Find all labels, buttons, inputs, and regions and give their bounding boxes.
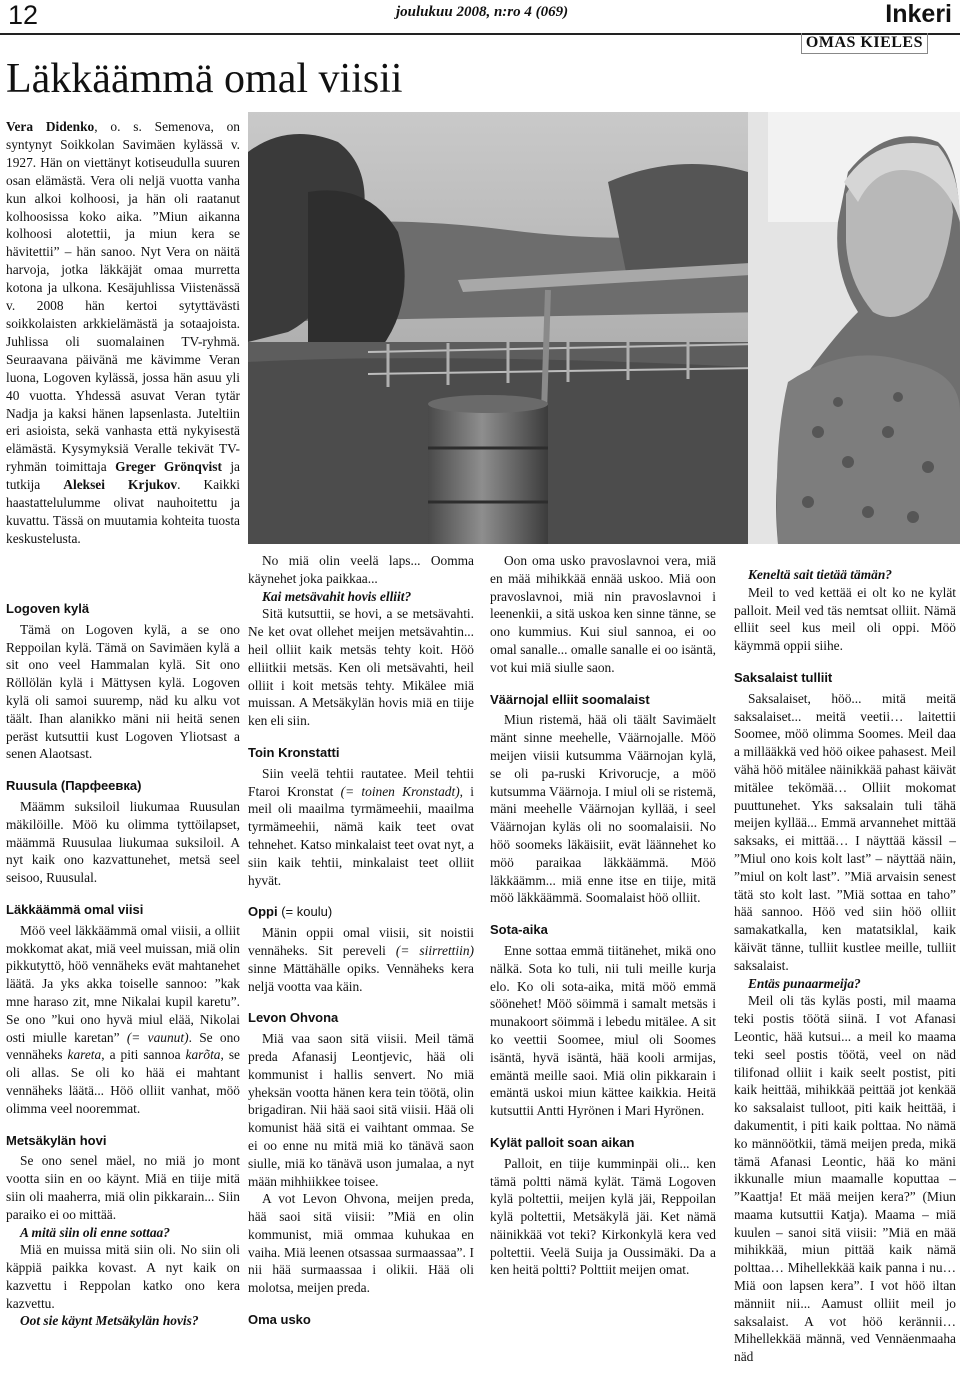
column-2 bbox=[248, 552, 474, 1332]
paragraph: Sitä kutsuttii, se hovi, a se metsävahti. Ne ket ovat ollehet meijen metsävahtin... heil olliit kaik metsäs tehty koit. Höö elliitkii metsäs. Ken oli metsävahti, heil olliit i koit metsäs tehty. Mikälee miä muissan. A Metsäkylän hovis miä en tiije ken eli siin. bbox=[248, 606, 474, 729]
subheading: Läkkäämmä omal viisi bbox=[6, 901, 144, 917]
paragraph: Mänin oppii omal viisii, sit noistii vennäheks. Sit pereveli (= siirrettiin) sinne Mättähälle opiks. Vennäheks kera neljä vootta vaa käin. bbox=[248, 925, 474, 994]
page-number: 12 bbox=[8, 0, 39, 30]
issue-date: joulukuu 2008, n:ro 4 (069) bbox=[396, 4, 569, 20]
question: Oot sie käynt Metsäkylän hovis? bbox=[20, 1313, 199, 1329]
subheading: Ruusula (Парфеевка) bbox=[6, 778, 142, 794]
article-lead bbox=[6, 118, 240, 548]
column-1 bbox=[6, 600, 240, 1330]
lead-end: . Kaikki haastattelulumme olivat nauhoitettu ja kuvattu. Tässä on muutamia kohteita tuosta keskustelusta. bbox=[6, 477, 241, 546]
lead-name: Vera Didenko bbox=[6, 119, 95, 134]
paragraph: Meil oli täs kyläs posti, mil maama teki postis töötä siinä. I vot Afanasi Leontic, hää kutsui... a meil ko maama teki seel postis töötä, veel on näd tilifonad olliit i kaik seelt postist, piti kaik heittää, mihikkää peittää jot kenkää ko saksalaist tulloot, piti kaik heittää, i dakumentit, i piti kaik polttaa. No nämä ko männöötkii, tämä meijen preda, mikä tämä Afanasi Leontic, hää ko mäni ikkunalle miun maamalle koputtaa – ”Kaattja! Et mää meijen kera?” (Miun maama kutsuttii Katja). Maama – miä kuulen – sanoi sitä viisii: ”Miä en mää mihikkää, miun pittää kaik nämä polttaa… Mihellekkää kaik panna i nu… Miä oon lapsen kera”. I vot höö iltan männiit nii... Aamust olliit meil jo saksalaist. A vot höö kerännii… Mihellekkää männä, ved Vennäenmaaha näd bbox=[734, 993, 956, 1365]
paragraph: No miä olin veelä laps... Oomma käynehet joka paikkaa... bbox=[248, 553, 474, 586]
paragraph: Miä en muissa mitä siin oli. No siin oli käppiä paikka kovast. A nyt kaik on kazvettu i Reppolan katko ono kera kazvettu. bbox=[6, 1242, 240, 1311]
subheading: Saksalaist tulliit bbox=[734, 669, 833, 685]
subheading: Kylät palloit soan aikan bbox=[490, 1134, 635, 1150]
paragraph: Miä vaa saon sitä viisii. Meil tämä preda Afanasij Leontjevic, hää oli kommunist i hallis senvert. No miä yheksän vootta hänen kera tein töötä, olin brigadiran. Nii hää saoi sitä viisii. Hää oli komunist hää sitä ei vaihtant ommaa. Se ei oo enne nu mitä miä ko tänävä saon siulle, miä ko tänävä uson jumalaa, a nyt mään mihhiikkee toisee. bbox=[248, 1031, 474, 1189]
subheading: Metsäkylän hovi bbox=[6, 1132, 107, 1148]
paragraph: Miun ristemä, hää oli täält Savimäelt mänt sinne meehelle, Väärnojalle. Möö meijen viisii kutsumma Väärnojan kylä, se oli pa-ruski Krivorucje, a möö kutsumma Väärnoja. I miul oli se ristemä, mäni meehelle Väärnojan kyllää, i seel Väärnojan kyläs oli no soomalaisii. No höö soomeks läkäisiit, evät läännehet ko möö paraikaa läkkäämmä. Möö läkkäämm... miä enne itse en tiije, mitä möö läkkäämmä. Soomalaist höö olliit. bbox=[490, 712, 716, 906]
article-title: Läkkäämmä omal viisii bbox=[6, 56, 403, 102]
paragraph: Meil to ved kettää ei olt ko ne kylät palloit. Meil ved täs nemtsat olliit. Nämä elliit seel kus meil oli oppi. Möö käymmä oppii siihe. bbox=[734, 584, 956, 654]
lead-mid: ja tutkija bbox=[6, 459, 240, 493]
paragraph: Määmm suksiloil liukumaa Ruusulan mäkilöille. Möö ku olimma tyttöilapset, määmmä Ruusulaa liukumaa suksiloil. A nyt kaik ono kazvattunehet, metsä seel seisoo, Ruusulal. bbox=[6, 798, 240, 886]
subheading: Väärnojal elliit soomalaist bbox=[490, 691, 650, 707]
paragraph: Möö veel läkkäämmä omal viisii, a olliit mokkomat akat, miä veel muissan, miä olin pikkutyttö, höö vennäheks evät mahtanehet läätä. Ja yks akka toiselle sannoo: ”kak mne haraso zit, mne Nikalai kupil karetu”. Se ono ”kui ono hyvä miul elää, Nikolai osti miulle karetan” (= vaunut). Se ono vennäheks kareta, a piti sannoa karõta, se oli allas. Se oli ko hää ei mahtant vennäheks läätä... Höö olliit vanhat, möö olimma veel nooremmat. bbox=[6, 922, 241, 1116]
article-photo bbox=[248, 112, 960, 544]
photo-image bbox=[248, 112, 960, 544]
paragraph: Saksalaiset, höö... mitä meitä saksalaiset... meitä veetii… laitettii Soomee, möö olimma Soomes. Meil daa a millääkkä ved höö oikee pahasest. Meil vähä höö mitälee näinikkää pahast käivät mitälee tekömää… Olliit mokomat puuttunehet. Yks saksalain tuli tähä meijen kyllää... Emmä arvannehet mittää saksaks, ei mittää… I näyttää kässil – ”Miul ono kois kolt last” – näyttää näin, ”miul on kolt last”. ”Miä arvaisin senest tätä sto kolt last. ”Miä sottaa en taho” hää sannoo. Höö ved siin höö olliit samakatkalla, ken matatsiklal, kaik käivät tänne, tulliit kustlee meille, tulliit saksalaist. bbox=[734, 690, 956, 973]
column-3 bbox=[490, 552, 716, 1279]
question: A mitä siin oli enne sottaa? bbox=[20, 1224, 170, 1240]
paragraph: Siin veelä tehtii rautatee. Meil tehtii Ftaroi Kronstat (= toinen Kronstadt), i meil oli maailma tyrmämeehii, maailma tyrmämeehii, nämä kaik teet ovat tehnehet. Katso minkalaist teet ovat nyt, a siin kaik tehtii, minkalaist teet olliit hyvät. bbox=[248, 765, 475, 888]
question: Keneltä sait tietää tämän? bbox=[748, 567, 892, 582]
publication-name: Inkeri bbox=[885, 0, 952, 28]
paragraph: Palloit, en tiije kumminpäi oli... ken tämä poltti nämä kylät. Tämä Logoven kylä poltettii, meijen kylä jäi, Reppoilan kylä poltettii, Metsäkylä jäi. Ket nämä näinikkää vot teki? Kirkonkylä kera ved poltettii. Veelä Suija ja Oussimäki. Da a ken heitä poltti? Polttiit meijen omat. bbox=[490, 1155, 716, 1278]
paragraph: Enne sottaa emmä tiitänehet, mikä ono nälkä. Sota ko tuli, nii tuli meille kurja elo. Ko oli sota-aika, mitä möö emmä söönehet! Möö söimmä i samalt metsäs i munakoort söimmä i lebedu mitälee. A sit ko veettii Soomee, miul oli Soomes isäntä, hyvä isäntä, hää kooli armijas, emäntä meille saoi. Miä olin pikkarain i emäntä uskoi miun kättee kaikkia. Heitä kutsuttii Antti Hyrönen i Mari Hyrönen. bbox=[490, 942, 716, 1119]
subheading: Oma usko bbox=[248, 1312, 311, 1328]
subheading: Levon Ohvona bbox=[248, 1010, 339, 1026]
lead-name-2: Greger Grönqvist bbox=[115, 459, 222, 475]
paragraph: A vot Levon Ohvona, meijen preda, hää saoi sitä viisii: ”Miä en olin kommunist, miä ommaa kuhukaa en vaiha. Miä leenen otsassaa surmaassaa”. I nii hää surmaassaa i olikii. Hää oli molotsa, meijen preda. bbox=[248, 1191, 474, 1296]
column-4 bbox=[734, 566, 956, 1366]
subheading: Oppi (= koulu) bbox=[248, 904, 333, 920]
subheading: Logoven kylä bbox=[6, 601, 90, 616]
question: Kai metsävahit hovis elliit? bbox=[262, 588, 412, 604]
paragraph: Se ono senel mäel, no miä jo mont vootta siin en oo käynt. Miä en tiije mitä siin oli maaherra, miä olin pikkarain... Siin paraiko ei oo mittää. bbox=[6, 1153, 240, 1222]
lead-text: , o. s. Semenova, on syntynyt Soikkolan Savimäen kylässä v. 1927. Hän on viettänyt kotiseudulla suuren osan elämästä. Vera oli neljä vuotta vanha kun alkoi kolhoosi, ja hän oli raatanut kolhoosissa koko aika. ”Miun aikanna kolhoosi alotettii, ja miun kera se hävitettii” – hän sanoo. Nyt Vera on näitä harvoja, jotka läkkäjät omaa murretta kotona ja ulkona. Kesäjuhlissa Viistenässä v. 2008 hän kertoi sytyttävästi soikkolaisten arkkielämästä ja sotaajoista. Juhlissa oli suomalainen TV-ryhmä. Seuraavana päivänä me kävimme Veran luona, Logoven kylässä, jossa hän asuu yli 40 vuotta. Yhdessä asuvat Veran tytär Nadja ja kaksi hänen lapsenlasta. Juteltiin eri asioista, sekä vanhasta että nykyisestä elämästä. Kysymyksiä Veralle tekivät TV-ryhmän toimittaja bbox=[6, 119, 241, 475]
section-label: OMAS KIELES bbox=[801, 33, 928, 54]
subheading: Toin Kronstatti bbox=[248, 744, 340, 760]
lead-name-3: Aleksei Krjukov bbox=[63, 477, 178, 493]
paragraph: Tämä on Logoven kylä, a se ono Reppoilan kylä. Tämä on Savimäen kylä a sit ono veel Hammalan kylä. Sit ono Röllölän kylä i Mättysen kylä. Logoven kylä oli samoi suuremp, näd ku alku vot täält. Ihan alanikko mäni nii heitä senen peräst kutsuttii kust Logoven Yliotsast a senen Alaotsast. bbox=[6, 621, 240, 762]
question: Entäs punaarmeija? bbox=[748, 975, 861, 991]
paragraph: Oon oma usko pravoslavnoi vera, miä en mää mihikkää ennää uskoo. Miä oon pravoslavnoi, miä nin pravoslavnoi i leenenkii, a sitä uskoa ken sinne tänne, se ono kummius. Kui siul sannoa, ei oo omal sanalle... omalle sanalle ei oo isäntä, vot kui miä siulle saon. bbox=[490, 553, 716, 675]
subheading: Sota-aika bbox=[490, 922, 548, 938]
